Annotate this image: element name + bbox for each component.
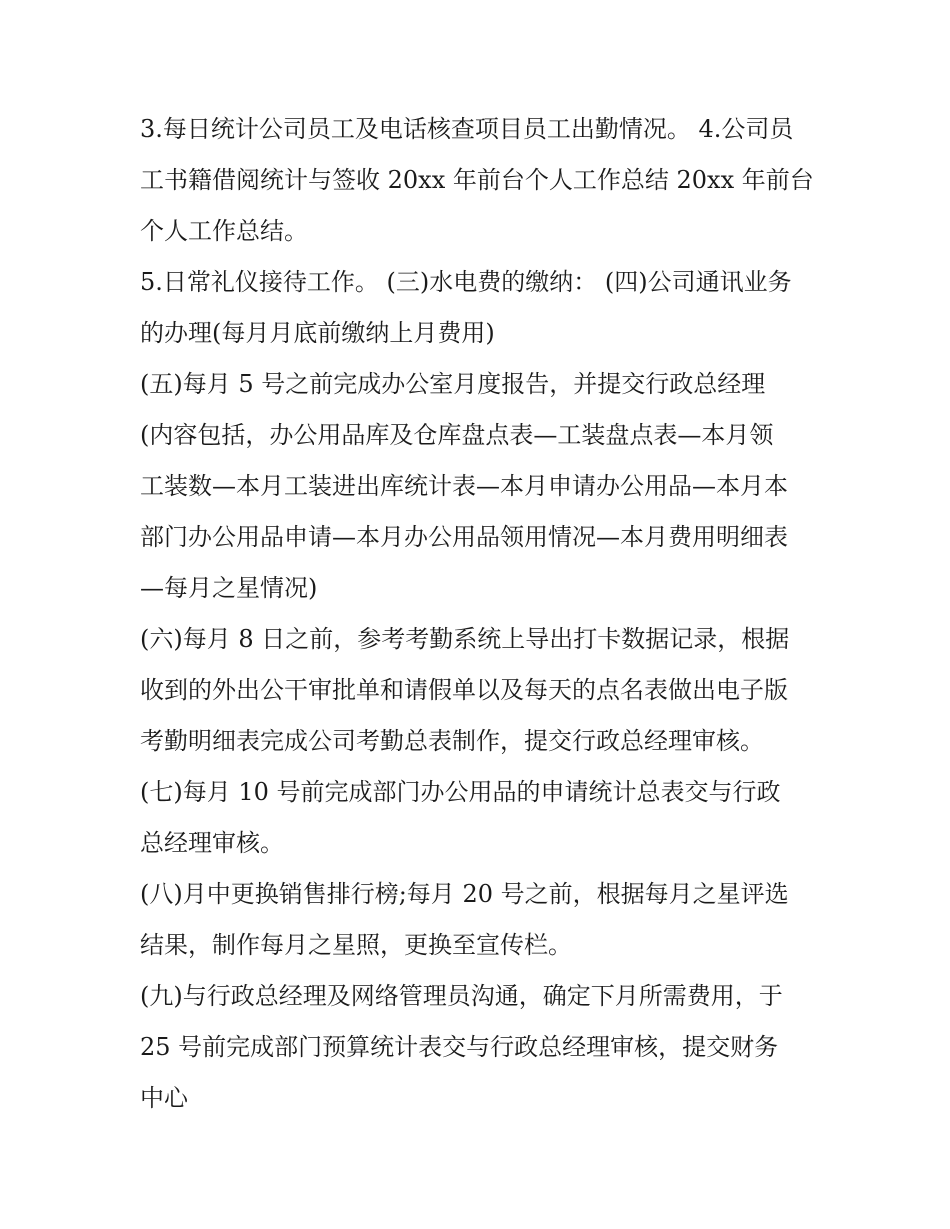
- text-line: 3.每日统计公司员工及电话核查项目员工出勤情况。 4.公司员: [140, 115, 794, 143]
- text-line: 中心: [140, 1084, 188, 1112]
- text-line: 5.日常礼仪接待工作。 (三)水电费的缴纳： (四)公司通讯业务: [140, 268, 792, 296]
- text-line: 考勤明细表完成公司考勤总表制作，提交行政总经理审核。: [140, 727, 764, 755]
- text-line: (七)每月 10 号前完成部门办公用品的申请统计总表交与行政: [140, 778, 781, 806]
- text-line: (五)每月 5 号之前完成办公室月度报告，并提交行政总经理: [140, 370, 766, 398]
- text-line: 部门办公用品申请—本月办公用品领用情况—本月费用明细表: [140, 523, 788, 551]
- text-line: 25 号前完成部门预算统计表交与行政总经理审核，提交财务: [140, 1033, 779, 1061]
- text-line: 总经理审核。: [140, 829, 284, 857]
- text-line: (内容包括，办公用品库及仓库盘点表—工装盘点表—本月领: [140, 421, 774, 449]
- text-line: —每月之星情况): [140, 574, 318, 602]
- text-line: (九)与行政总经理及网络管理员沟通，确定下月所需费用，于: [140, 982, 783, 1010]
- text-line: 结果，制作每月之星照，更换至宣传栏。: [140, 931, 572, 959]
- text-line: (六)每月 8 日之前，参考考勤系统上导出打卡数据记录，根据: [140, 625, 790, 653]
- text-line: 工书籍借阅统计与签收 20xx 年前台个人工作总结 20xx 年前台: [140, 166, 814, 194]
- text-line: 的办理(每月月底前缴纳上月费用): [140, 319, 495, 347]
- document-body: [140, 104, 820, 1124]
- text-line: (八)月中更换销售排行榜;每月 20 号之前，根据每月之星评选: [140, 880, 789, 908]
- text-line: 收到的外出公干审批单和请假单以及每天的点名表做出电子版: [140, 676, 788, 704]
- text-line: 个人工作总结。: [140, 217, 308, 245]
- text-line: 工装数—本月工装进出库统计表—本月申请办公用品—本月本: [140, 472, 788, 500]
